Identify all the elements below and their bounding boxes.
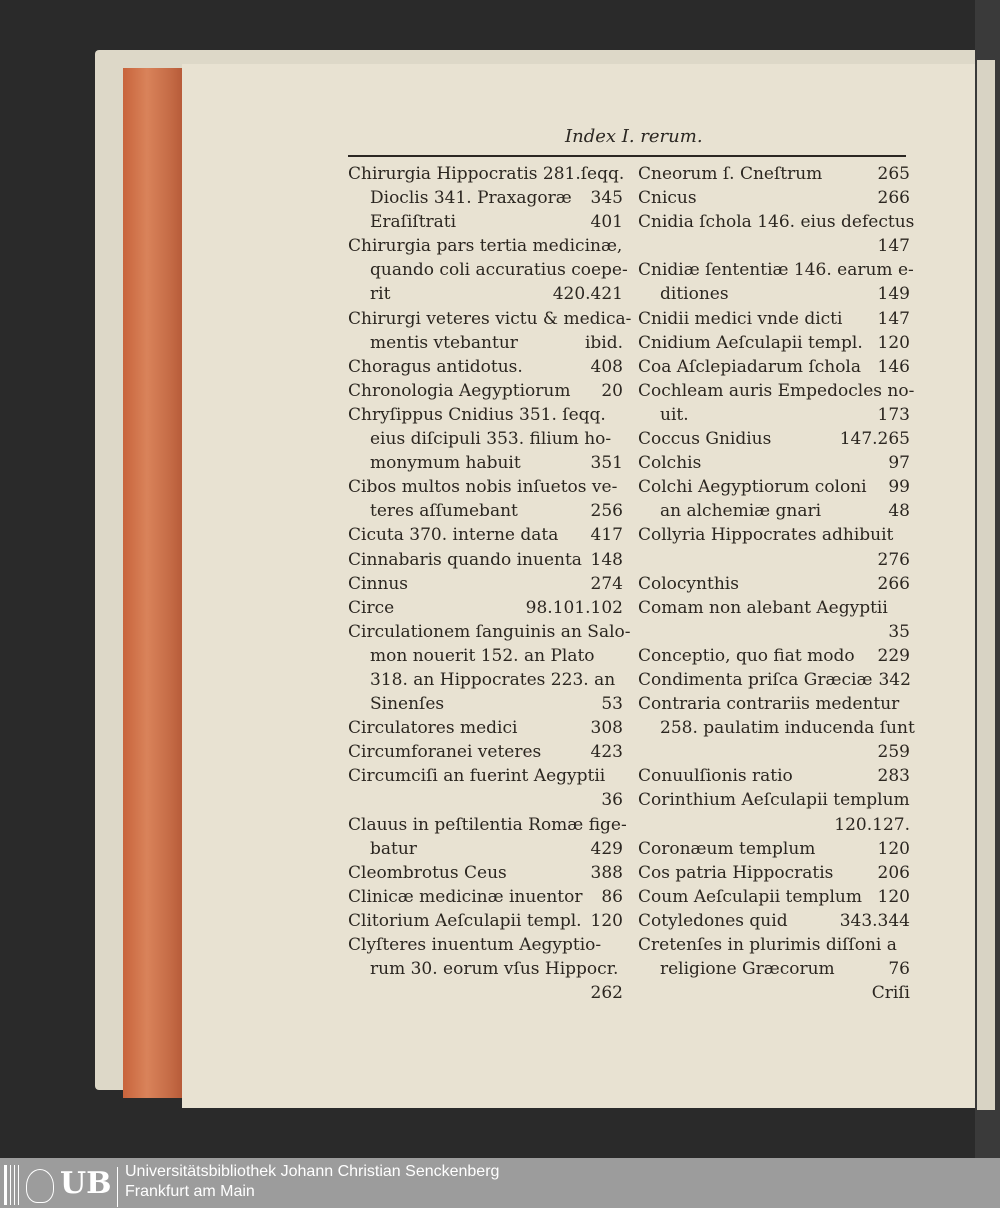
index-entry-line — [638, 716, 915, 740]
entry-text: Coccus Gnidius — [638, 429, 772, 450]
entry-page-number — [914, 258, 920, 282]
entry-text: monymum habuit — [370, 453, 521, 474]
entry-text: Coum Aeſculapii templum — [638, 886, 862, 907]
entry-page-number: 147.265 — [839, 429, 910, 450]
entry-text: Circumforanei veteres — [348, 742, 542, 763]
entry-page-number: 229 — [877, 645, 910, 666]
entry-page-number — [915, 716, 921, 740]
entry-page-number — [904, 692, 910, 716]
entry-text: Clyſteres inuentum Aegyptio- — [348, 935, 602, 955]
entry-page-number — [617, 475, 623, 499]
entry-text: Cinnus — [348, 573, 409, 594]
entry-text: 318. an Hippocrates 223. an — [370, 669, 616, 690]
entry-text: Cnicus — [638, 188, 697, 209]
entry-text: eius diſcipuli 353. filium ho- — [370, 429, 612, 450]
entry-page-number: 308 — [590, 718, 623, 739]
index-entry-line — [348, 451, 623, 475]
index-entry-line — [638, 644, 910, 668]
index-entry-line — [638, 620, 910, 644]
entry-page-number: 20 — [601, 380, 623, 401]
index-entry-line — [638, 668, 910, 692]
entry-page-number — [617, 764, 623, 788]
entry-text: Cibos multos nobis inſuetos ve- — [348, 477, 618, 498]
index-entry-line — [638, 981, 910, 1005]
index-entry-line — [638, 499, 910, 523]
index-entry-line — [348, 403, 623, 427]
entry-page-number: 48 — [888, 501, 910, 522]
entry-page-number: 147 — [877, 308, 910, 329]
entry-page-number — [631, 307, 637, 331]
index-entry-line — [638, 331, 910, 355]
entry-page-number: 429 — [590, 838, 623, 859]
index-entry-line — [638, 523, 910, 547]
index-entry-line — [348, 644, 623, 668]
entry-page-number: 120 — [590, 910, 623, 931]
logo-portrait-icon — [26, 1169, 54, 1203]
index-entry-line — [348, 668, 623, 692]
entry-page-number: 283 — [877, 766, 910, 787]
index-entry-line — [348, 740, 623, 764]
ub-logo[interactable] — [4, 1163, 116, 1205]
entry-text: Circumciſi an fuerint Aegyptii — [348, 766, 606, 787]
index-entry-line — [348, 957, 623, 981]
entry-text: mon nouerit 152. an Plato — [370, 645, 595, 666]
index-entry-line — [638, 764, 910, 788]
entry-page-number: 206 — [877, 862, 910, 883]
entry-page-number: 120 — [877, 332, 910, 353]
entry-page-number: 343.344 — [839, 910, 910, 931]
entry-page-number: 266 — [877, 188, 910, 209]
entry-page-number — [628, 258, 634, 282]
entry-text: Cnidii medici vnde dicti — [638, 308, 843, 329]
entry-page-number: 351 — [590, 453, 623, 474]
index-entry-line — [638, 596, 910, 620]
index-entry-line — [638, 957, 910, 981]
index-entry-line — [638, 548, 910, 572]
entry-page-number: 401 — [590, 212, 623, 233]
index-entry-line — [638, 403, 910, 427]
index-entry-line — [348, 885, 623, 909]
index-entry-line — [348, 620, 631, 644]
index-entry-line — [348, 596, 623, 620]
entry-text: Cnidia ſchola 146. eius defectus — [638, 212, 915, 233]
entry-page-number: 36 — [601, 790, 623, 811]
entry-page-number — [914, 210, 920, 234]
entry-text: mentis vtebantur — [370, 332, 518, 353]
index-entry-line — [348, 258, 628, 282]
entry-page-number: 417 — [590, 525, 623, 546]
index-entry-line — [638, 861, 910, 885]
entry-text: Cochleam auris Empedocles no- — [638, 380, 915, 401]
index-entry-line — [638, 909, 910, 933]
index-entry-line — [638, 258, 914, 282]
entry-page-number: 53 — [601, 694, 623, 715]
entry-text: Condimenta priſca Græciæ — [638, 669, 873, 690]
index-entry-line — [348, 379, 623, 403]
index-entry-line — [348, 331, 623, 355]
entry-text: Colocynthis — [638, 573, 739, 594]
entry-page-number: 35 — [888, 621, 910, 642]
entry-page-number: 120 — [877, 838, 910, 859]
entry-text: 258. paulatim inducenda ſunt — [660, 718, 915, 739]
entry-text: Colchis — [638, 453, 702, 474]
entry-page-number: 146 — [877, 356, 910, 377]
index-entry-line — [348, 788, 623, 812]
entry-text: Clitorium Aeſculapii templ. — [348, 910, 582, 931]
entry-text: quando coli accuratius coepe- — [370, 260, 628, 281]
index-entry-line — [638, 451, 910, 475]
entry-text: Cnidium Aeſculapii templ. — [638, 332, 863, 353]
entry-page-number: 420.421 — [552, 284, 623, 305]
entry-text: Sinenſes — [370, 694, 445, 715]
library-city: Frankfurt am Main — [125, 1183, 255, 1200]
index-entry-line — [638, 788, 910, 812]
index-entry-line — [348, 909, 623, 933]
entry-page-number — [627, 813, 633, 837]
logo-columns-icon — [4, 1165, 20, 1205]
entry-page-number: ibid. — [584, 332, 623, 353]
logo-text: UB — [60, 1166, 112, 1201]
index-column-left — [348, 162, 632, 1005]
index-entry-line — [348, 764, 623, 788]
entry-page-number — [617, 933, 623, 957]
entry-text: Colchi Aegyptiorum coloni — [638, 477, 867, 498]
entry-text: Circulationem ſanguinis an Salo- — [348, 621, 631, 642]
entry-text: Cinnabaris quando inuenta — [348, 549, 582, 570]
entry-page-number — [904, 523, 910, 547]
entry-text: Cretenſes in plurimis diſſoni a — [638, 935, 897, 955]
entry-text: Cotyledones quid — [638, 910, 788, 931]
entry-page-number: 388 — [590, 862, 623, 883]
index-entry-line — [638, 162, 910, 186]
entry-page-number: 423 — [590, 742, 623, 763]
index-entry-line — [638, 572, 910, 596]
index-entry-line — [348, 813, 627, 837]
entry-text: Cneorum ſ. Cneſtrum — [638, 164, 823, 184]
entry-page-number — [617, 668, 623, 692]
entry-page-number: 97 — [888, 453, 910, 474]
entry-text: Chronologia Aegyptiorum — [348, 380, 571, 401]
index-entry-line — [348, 499, 623, 523]
index-column-right — [638, 162, 915, 1005]
entry-page-number — [631, 620, 637, 644]
index-entry-line — [348, 933, 623, 957]
index-entry-line — [348, 307, 632, 331]
index-entry-line — [638, 885, 910, 909]
entry-text: Coa Aſclepiadarum ſchola — [638, 356, 862, 377]
index-entry-line — [348, 523, 623, 547]
index-entry-line — [638, 813, 910, 837]
entry-text: Conceptio, quo fiat modo — [638, 645, 855, 666]
entry-text: Choragus antidotus. — [348, 356, 523, 377]
index-entry-line — [348, 186, 623, 210]
index-entry-line — [348, 234, 623, 258]
entry-page-number: 148 — [590, 549, 623, 570]
entry-page-number — [622, 234, 628, 258]
entry-page-number: 345 — [590, 188, 623, 209]
index-entry-line — [638, 475, 910, 499]
index-entry-line — [348, 692, 623, 716]
entry-text: Chirurgi veteres victu & medica- — [348, 308, 632, 329]
entry-text: rit — [370, 284, 391, 305]
entry-page-number — [618, 957, 624, 981]
entry-text: Conuulſionis ratio — [638, 766, 793, 787]
index-entry-line — [638, 186, 910, 210]
header-rule — [348, 155, 906, 157]
entry-text: Circe — [348, 597, 395, 618]
entry-page-number: 276 — [877, 549, 910, 570]
entry-page-number: 76 — [888, 959, 910, 980]
index-entry-line — [348, 210, 623, 234]
logo-divider — [117, 1167, 118, 1207]
entry-page-number — [910, 788, 916, 812]
entry-text: Clauus in peſtilentia Romæ fige- — [348, 814, 627, 835]
library-name: Universitätsbibliothek Johann Christian Senckenberg — [125, 1163, 500, 1180]
entry-text: Dioclis 341. Praxagoræ — [370, 188, 572, 209]
entry-page-number — [914, 379, 920, 403]
index-entry-line — [638, 355, 910, 379]
index-entry-line — [638, 837, 910, 861]
entry-text: ditiones — [660, 284, 729, 305]
entry-text: Chirurgia Hippocratis 281.ſeqq. — [348, 164, 625, 184]
entry-page-number: 274 — [590, 573, 623, 594]
entry-text: Cos patria Hippocratis — [638, 862, 834, 883]
entry-text: Circulatores medici — [348, 718, 518, 739]
entry-text: teres aſſumebant — [370, 501, 518, 522]
entry-page-number: 256 — [590, 501, 623, 522]
entry-page-number: 147 — [877, 236, 910, 257]
entry-page-number — [904, 596, 910, 620]
entry-text: Cleombrotus Ceus — [348, 862, 507, 883]
entry-text: uit. — [660, 404, 689, 425]
index-entry-line — [638, 379, 915, 403]
entry-page-number — [624, 162, 630, 186]
entry-page-number — [617, 403, 623, 427]
entry-text: Comam non alebant Aegyptii — [638, 597, 888, 618]
index-entry-line — [348, 981, 623, 1005]
entry-page-number: 266 — [877, 573, 910, 594]
index-entry-line — [348, 837, 623, 861]
entry-text: an alchemiæ gnari — [660, 501, 822, 522]
index-entry-line — [638, 282, 910, 306]
entry-page-number: 173 — [877, 404, 910, 425]
entry-text: Collyria Hippocrates adhibuit — [638, 525, 894, 546]
entry-text: Contraria contrariis medentur — [638, 694, 900, 715]
entry-text: Eraſiſtrati — [370, 212, 457, 233]
entry-page-number: 342 — [878, 669, 911, 690]
page-edge — [123, 68, 183, 1098]
entry-text: Cnidiæ ſententiæ 146. earum e- — [638, 260, 914, 281]
index-entry-line — [348, 427, 623, 451]
entry-page-number: 259 — [877, 742, 910, 763]
entry-text: Corinthium Aeſculapii templum — [638, 790, 910, 811]
index-entry-line — [348, 548, 623, 572]
index-entry-line — [348, 716, 623, 740]
entry-text: Chirurgia pars tertia medicinæ, — [348, 236, 623, 257]
index-entry-line — [348, 475, 623, 499]
entry-page-number: 149 — [877, 284, 910, 305]
index-entry-line — [638, 234, 910, 258]
entry-page-number — [617, 427, 623, 451]
scan-border — [975, 0, 1000, 1158]
entry-text: batur — [370, 838, 417, 859]
entry-page-number: 262 — [590, 983, 623, 1004]
entry-text: Chryſippus Cnidius 351. ſeqq. — [348, 404, 606, 425]
index-entry-line — [638, 307, 910, 331]
entry-page-number: 86 — [601, 886, 623, 907]
entry-page-number: 408 — [590, 356, 623, 377]
index-entry-line — [348, 162, 623, 186]
index-entry-line — [638, 692, 910, 716]
index-entry-line — [638, 427, 910, 451]
entry-text: religione Græcorum — [660, 959, 835, 980]
index-entry-line — [348, 355, 623, 379]
entry-text: Cicuta 370. interne data — [348, 525, 559, 546]
index-entry-line — [348, 861, 623, 885]
index-entry-line — [638, 210, 915, 234]
entry-page-number — [617, 644, 623, 668]
entry-page-number: 120 — [877, 886, 910, 907]
entry-text: Clinicæ medicinæ inuentor — [348, 886, 583, 907]
entry-text: Coronæum templum — [638, 838, 816, 859]
index-entry-line — [638, 933, 910, 957]
entry-text: rum 30. eorum vſus Hippocr. — [370, 959, 619, 980]
index-entry-line — [348, 572, 623, 596]
entry-page-number: 98.101.102 — [525, 597, 623, 618]
entry-page-number: 265 — [877, 164, 910, 184]
entry-page-number: 99 — [888, 477, 910, 498]
entry-page-number: 120.127. — [834, 814, 910, 835]
library-footer — [0, 1158, 1000, 1208]
index-entry-line — [638, 740, 910, 764]
entry-page-number — [904, 933, 910, 957]
running-head: Index I. rerum. — [565, 126, 703, 147]
index-entry-line — [348, 282, 623, 306]
entry-page-number: Criſi — [871, 983, 910, 1004]
